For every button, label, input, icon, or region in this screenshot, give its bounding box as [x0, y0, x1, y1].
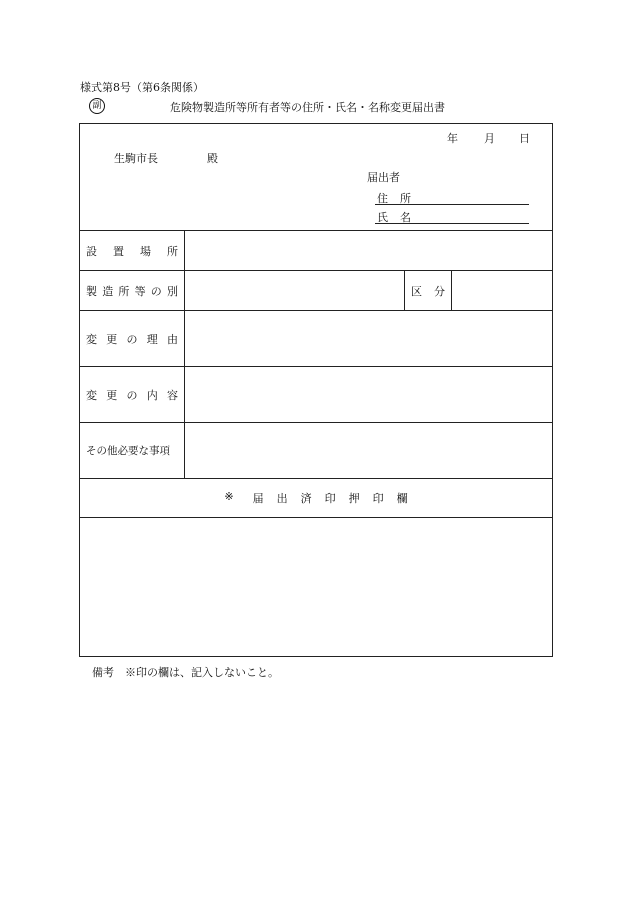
- facility-type-field[interactable]: [185, 271, 405, 311]
- address-label-1: 住: [377, 192, 388, 205]
- copy-mark-circle: 副: [89, 98, 105, 114]
- name-label-1: 氏: [377, 211, 388, 224]
- reason-label: 変 更 の 理 由: [80, 311, 185, 367]
- notifier-label: 届出者: [367, 171, 400, 184]
- location-field[interactable]: [185, 231, 553, 271]
- location-label: 設 置 場 所: [80, 231, 185, 271]
- name-field[interactable]: [375, 223, 529, 224]
- form-number: 様式第8号（第6条関係）: [80, 81, 204, 94]
- address-field[interactable]: [375, 204, 529, 205]
- content-label: 変 更 の 内 容: [80, 367, 185, 423]
- date-month-label: 月: [484, 132, 495, 145]
- header-section: [80, 124, 553, 231]
- stamp-header: ※ 届 出 済 印 押 印 欄: [80, 479, 553, 518]
- facility-type-label: 製 造 所 等 の 別: [80, 271, 185, 311]
- name-label-2: 名: [400, 211, 411, 224]
- other-matters-label: その他必要な事項: [80, 423, 185, 479]
- division-label: 区 分: [405, 271, 452, 311]
- date-day-label: 日: [519, 132, 530, 145]
- division-field[interactable]: [452, 271, 553, 311]
- form-table: [79, 123, 553, 657]
- date-year-label: 年: [447, 132, 458, 145]
- content-field[interactable]: [185, 367, 553, 423]
- remarks-note: 備考 ※印の欄は、記入しないこと。: [92, 666, 279, 679]
- form-title: 危険物製造所等所有者等の住所・氏名・名称変更届出書: [170, 101, 445, 114]
- address-label-2: 所: [400, 192, 411, 205]
- reason-field[interactable]: [185, 311, 553, 367]
- addressee-name: 生駒市長: [114, 152, 158, 165]
- other-matters-field[interactable]: [185, 423, 553, 479]
- addressee-honorific: 殿: [207, 152, 218, 165]
- stamp-area[interactable]: [80, 518, 553, 657]
